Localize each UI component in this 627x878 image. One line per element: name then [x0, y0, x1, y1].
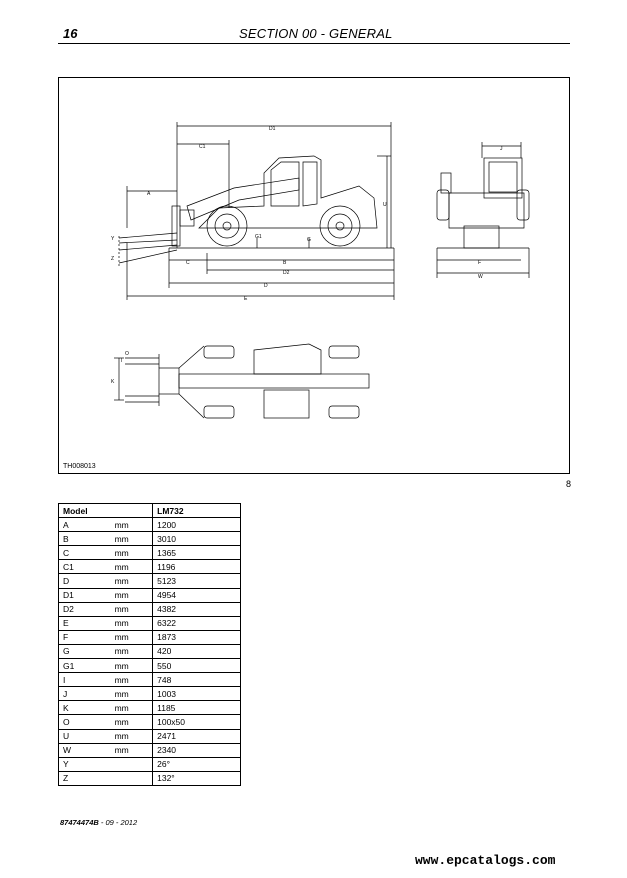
row-value: 1200 [153, 518, 241, 532]
row-dimension: G1 [59, 659, 111, 673]
table-row [59, 532, 241, 546]
row-dimension: D2 [59, 602, 111, 616]
row-unit: mm [111, 532, 153, 546]
row-unit: mm [111, 616, 153, 630]
row-unit: mm [111, 630, 153, 644]
row-unit: mm [111, 588, 153, 602]
row-value: 748 [153, 673, 241, 687]
dim-label-G: G [307, 237, 311, 243]
row-unit: mm [111, 687, 153, 701]
row-value: 420 [153, 644, 241, 658]
table-row [59, 701, 241, 715]
table-row [59, 687, 241, 701]
telehandler-drawing [59, 78, 569, 473]
row-unit: mm [111, 546, 153, 560]
dim-label-B: B [283, 260, 287, 266]
row-value: 2471 [153, 729, 241, 743]
table-row [59, 630, 241, 644]
row-value: 100x50 [153, 715, 241, 729]
row-value: 132° [153, 771, 241, 785]
dim-label-U: U [383, 202, 387, 208]
row-value: 4382 [153, 602, 241, 616]
row-dimension: W [59, 743, 111, 757]
row-value: 6322 [153, 616, 241, 630]
dim-label-C1: C1 [199, 144, 206, 150]
row-unit: mm [111, 701, 153, 715]
figure-telehandler-dimensions [58, 77, 570, 474]
row-dimension: C1 [59, 560, 111, 574]
row-dimension: C [59, 546, 111, 560]
side-view-drawing [119, 122, 394, 300]
dim-label-C: C [186, 260, 190, 266]
row-dimension: Y [59, 757, 111, 771]
row-unit: mm [111, 729, 153, 743]
front-view-drawing [437, 142, 529, 278]
row-dimension: O [59, 715, 111, 729]
row-dimension: D1 [59, 588, 111, 602]
section-title: SECTION 00 - GENERAL [239, 26, 393, 41]
table-row [59, 715, 241, 729]
row-unit: mm [111, 673, 153, 687]
row-unit: mm [111, 518, 153, 532]
table-row [59, 757, 241, 771]
row-value: 1185 [153, 701, 241, 715]
row-unit: mm [111, 743, 153, 757]
row-value: 550 [153, 659, 241, 673]
watermark: www.epcatalogs.com [415, 853, 556, 868]
row-unit: mm [111, 715, 153, 729]
row-unit: mm [111, 644, 153, 658]
table-row [59, 673, 241, 687]
dim-label-E: E [244, 296, 248, 302]
table-row [59, 588, 241, 602]
row-value: 2340 [153, 743, 241, 757]
header-rule [58, 43, 570, 44]
table-header-row [59, 504, 241, 518]
top-view-drawing [114, 344, 369, 418]
table-row [59, 771, 241, 785]
figure-number: 8 [566, 479, 572, 489]
dim-label-F: F [478, 260, 482, 266]
table-row [59, 743, 241, 757]
table-row [59, 729, 241, 743]
row-value: 3010 [153, 532, 241, 546]
table-row [59, 616, 241, 630]
row-dimension: B [59, 532, 111, 546]
row-value: 4954 [153, 588, 241, 602]
row-dimension: D [59, 574, 111, 588]
dim-label-W: W [478, 274, 483, 280]
row-value: 1196 [153, 560, 241, 574]
row-value: 5123 [153, 574, 241, 588]
table-row [59, 560, 241, 574]
dim-label-I: I [121, 358, 123, 364]
row-dimension: K [59, 701, 111, 715]
row-dimension: A [59, 518, 111, 532]
dim-label-Y: Y [111, 236, 115, 242]
row-value: 1873 [153, 630, 241, 644]
header-lm732: LM732 [153, 504, 241, 518]
row-dimension: I [59, 673, 111, 687]
header-unit [111, 504, 153, 518]
page-number: 16 [63, 26, 78, 41]
table-row [59, 659, 241, 673]
dim-label-D2: D2 [283, 270, 290, 276]
table-row [59, 574, 241, 588]
row-dimension: J [59, 687, 111, 701]
table-row [59, 602, 241, 616]
dim-label-K: K [111, 379, 115, 385]
row-value: 1003 [153, 687, 241, 701]
dim-label-O: O [125, 351, 129, 357]
row-unit: mm [111, 602, 153, 616]
row-unit [111, 757, 153, 771]
footer-doc-code [60, 818, 137, 827]
dim-label-D1: D1 [269, 126, 276, 132]
figure-code: TH008013 [63, 463, 96, 470]
row-unit: mm [111, 574, 153, 588]
row-dimension: U [59, 729, 111, 743]
dim-label-Z: Z [111, 256, 115, 262]
dim-label-J: J [500, 146, 503, 152]
row-dimension: Z [59, 771, 111, 785]
dimensions-table [58, 503, 241, 786]
doc-date: - 09 - 2012 [98, 818, 138, 827]
table-row [59, 546, 241, 560]
header-model: Model [59, 504, 111, 518]
table-row [59, 518, 241, 532]
row-unit: mm [111, 560, 153, 574]
row-dimension: F [59, 630, 111, 644]
table-row [59, 644, 241, 658]
dim-label-A: A [147, 191, 151, 197]
row-value: 1365 [153, 546, 241, 560]
row-dimension: G [59, 644, 111, 658]
row-unit [111, 771, 153, 785]
row-value: 26° [153, 757, 241, 771]
dim-label-D: D [264, 283, 268, 289]
doc-code: 87474474B [60, 818, 99, 827]
dim-label-G1: G1 [255, 234, 262, 240]
row-dimension: E [59, 616, 111, 630]
row-unit: mm [111, 659, 153, 673]
